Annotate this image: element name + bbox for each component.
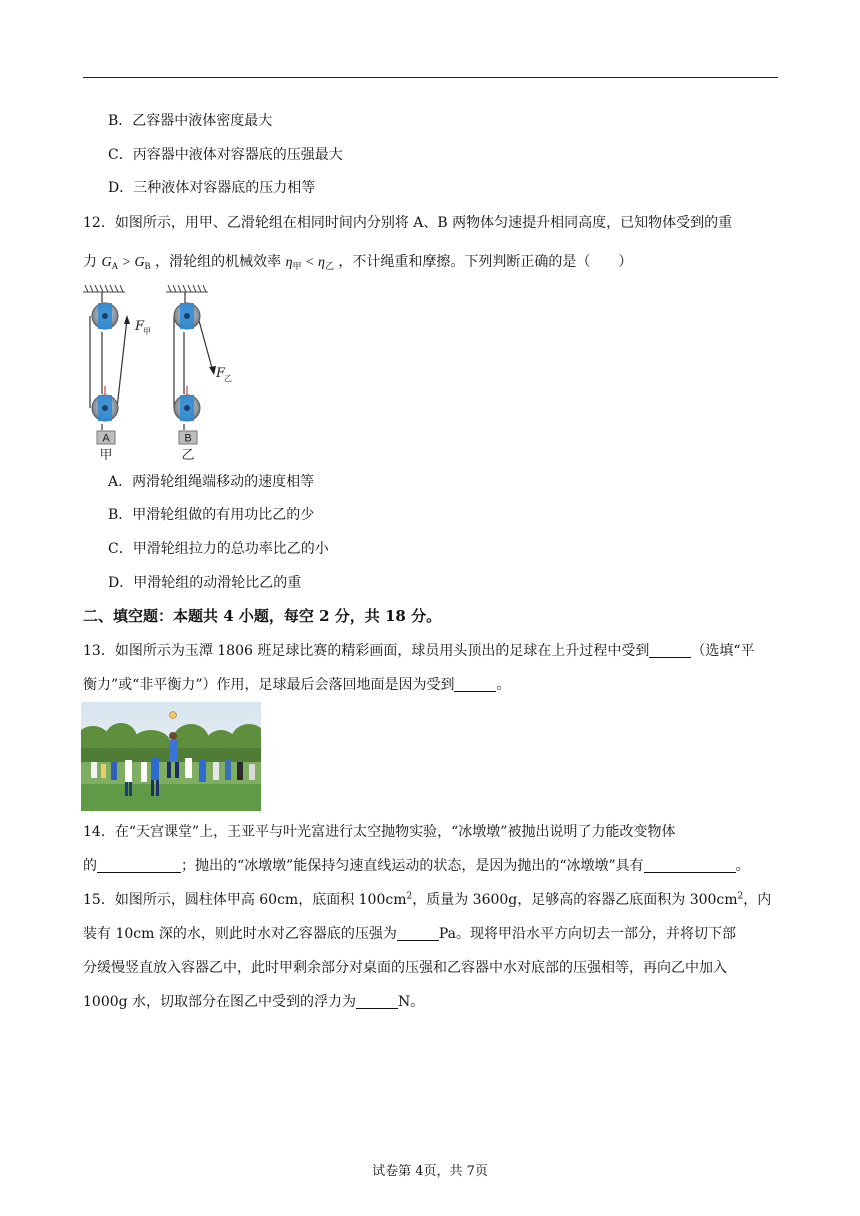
q11-option-b: B．乙容器中液体密度最大 <box>108 113 273 129</box>
q13-line1 <box>83 641 755 661</box>
q15-text-d: 装有 10cm 深的水，则此时水对乙容器底的压强为 <box>83 926 397 942</box>
page-footer: 试卷第 4页，共 7页 <box>372 1164 488 1179</box>
force-arrow-jia <box>124 315 130 324</box>
q13-text-d: 。 <box>496 677 511 693</box>
jia-fixed-pulley <box>92 303 118 329</box>
q15-line4 <box>83 992 424 1012</box>
q14-line2 <box>83 856 750 876</box>
force-label-yi: F <box>216 366 226 381</box>
q12-option-d: D．甲滑轮组的动滑轮比乙的重 <box>108 575 302 591</box>
yi-fixed-pulley <box>174 303 200 329</box>
q13-blank-2 <box>454 677 496 692</box>
section-heading-fill-in: 二、填空题：本题共 4 小题，每空 2 分，共 18 分。 <box>83 607 442 625</box>
caption-jia: 甲 <box>99 448 113 463</box>
q12-stem-line1: 12．如图所示，用甲、乙滑轮组在相同时间内分别将 A、B 两物体匀速提升相同高度，已知物体受到的重 <box>83 215 733 231</box>
q14-blank-2 <box>644 858 736 873</box>
caption-yi: 乙 <box>181 448 195 463</box>
q15-line2 <box>83 924 736 944</box>
q12-stem-text-a: 力 <box>83 254 97 270</box>
q11-option-c: C．丙容器中液体对容器底的压强最大 <box>108 147 343 163</box>
q12-option-c: C．甲滑轮组拉力的总功率比乙的小 <box>108 541 329 557</box>
efficiency-inequality: $\eta_甲 < \eta_乙$ <box>285 255 334 271</box>
ceiling-left <box>83 285 125 292</box>
force-sub-yi: 乙 <box>224 374 232 383</box>
q15-sup-1: 2 <box>406 891 413 902</box>
q15-line1 <box>83 890 771 910</box>
q15-sup-2: 2 <box>737 891 744 902</box>
q13-text-a: 13．如图所示为玉潭 1806 班足球比赛的精彩画面，球员用头顶出的足球在上升过程中受到 <box>83 643 650 659</box>
yi-movable-pulley <box>174 386 200 421</box>
force-sub-jia: 甲 <box>143 327 151 336</box>
q13-text-b: （选填“平 <box>691 643 755 659</box>
jia-movable-pulley <box>92 386 118 421</box>
ceiling-right <box>166 285 208 292</box>
q12-stem-line2 <box>83 252 632 276</box>
q13-blank-1 <box>649 643 691 658</box>
q15-blank-1 <box>397 926 439 941</box>
q15-text-e: Pa。现将甲沿水平方向切去一部分，并将切下部 <box>438 926 736 942</box>
q15-text-a: 15．如图所示，圆柱体甲高 60cm，底面积 100cm <box>83 892 407 908</box>
q14-text-b: ；抛出的“冰墩墩”能保持匀速直线运动的状态，是因为抛出的“冰墩墩”具有 <box>181 858 644 874</box>
q12-stem-text-c: ，不计绳重和摩擦。下列判断正确的是（ ） <box>338 254 633 270</box>
q13-line2 <box>83 675 510 695</box>
weight-inequality: $G_A > G_B$ <box>101 255 151 271</box>
q15-line3: 分缓慢竖直放入容器乙中，此时甲剩余部分对桌面的压强和乙容器中水对底部的压强相等，再向乙中加入 <box>83 960 727 976</box>
block-a-label: A <box>102 432 110 445</box>
q14-line1: 14．在“天宫课堂”上，王亚平与叶光富进行太空抛物实验，“冰墩墩”被抛出说明了力能改变物体 <box>83 824 676 840</box>
q14-text-a: 的 <box>83 858 97 874</box>
q15-text-g: N。 <box>398 994 425 1010</box>
q12-option-b: B．甲滑轮组做的有用功比乙的少 <box>108 507 315 523</box>
q11-option-d: D．三种液体对容器底的压力相等 <box>108 180 316 196</box>
header-rule <box>83 77 778 78</box>
q12-stem-text-b: ，滑轮组的机械效率 <box>155 254 282 270</box>
pulley-diagram <box>80 282 250 464</box>
q15-text-c: ，内 <box>743 892 772 908</box>
football-match-photo <box>81 702 261 811</box>
q13-text-c: 衡力”或“非平衡力”）作用，足球最后会落回地面是因为受到 <box>83 677 455 693</box>
block-b-label: B <box>184 432 192 445</box>
force-label-jia: F <box>135 319 145 334</box>
force-arrow-yi <box>209 366 216 375</box>
q12-option-a: A．两滑轮组绳端移动的速度相等 <box>108 474 315 490</box>
q15-text-b: ，质量为 3600g，足够高的容器乙底面积为 300cm <box>412 892 738 908</box>
q14-blank-1 <box>97 858 181 873</box>
q14-text-c: 。 <box>735 858 750 874</box>
q15-blank-2 <box>356 994 398 1009</box>
q15-text-f: 1000g 水，切取部分在图乙中受到的浮力为 <box>83 994 357 1010</box>
